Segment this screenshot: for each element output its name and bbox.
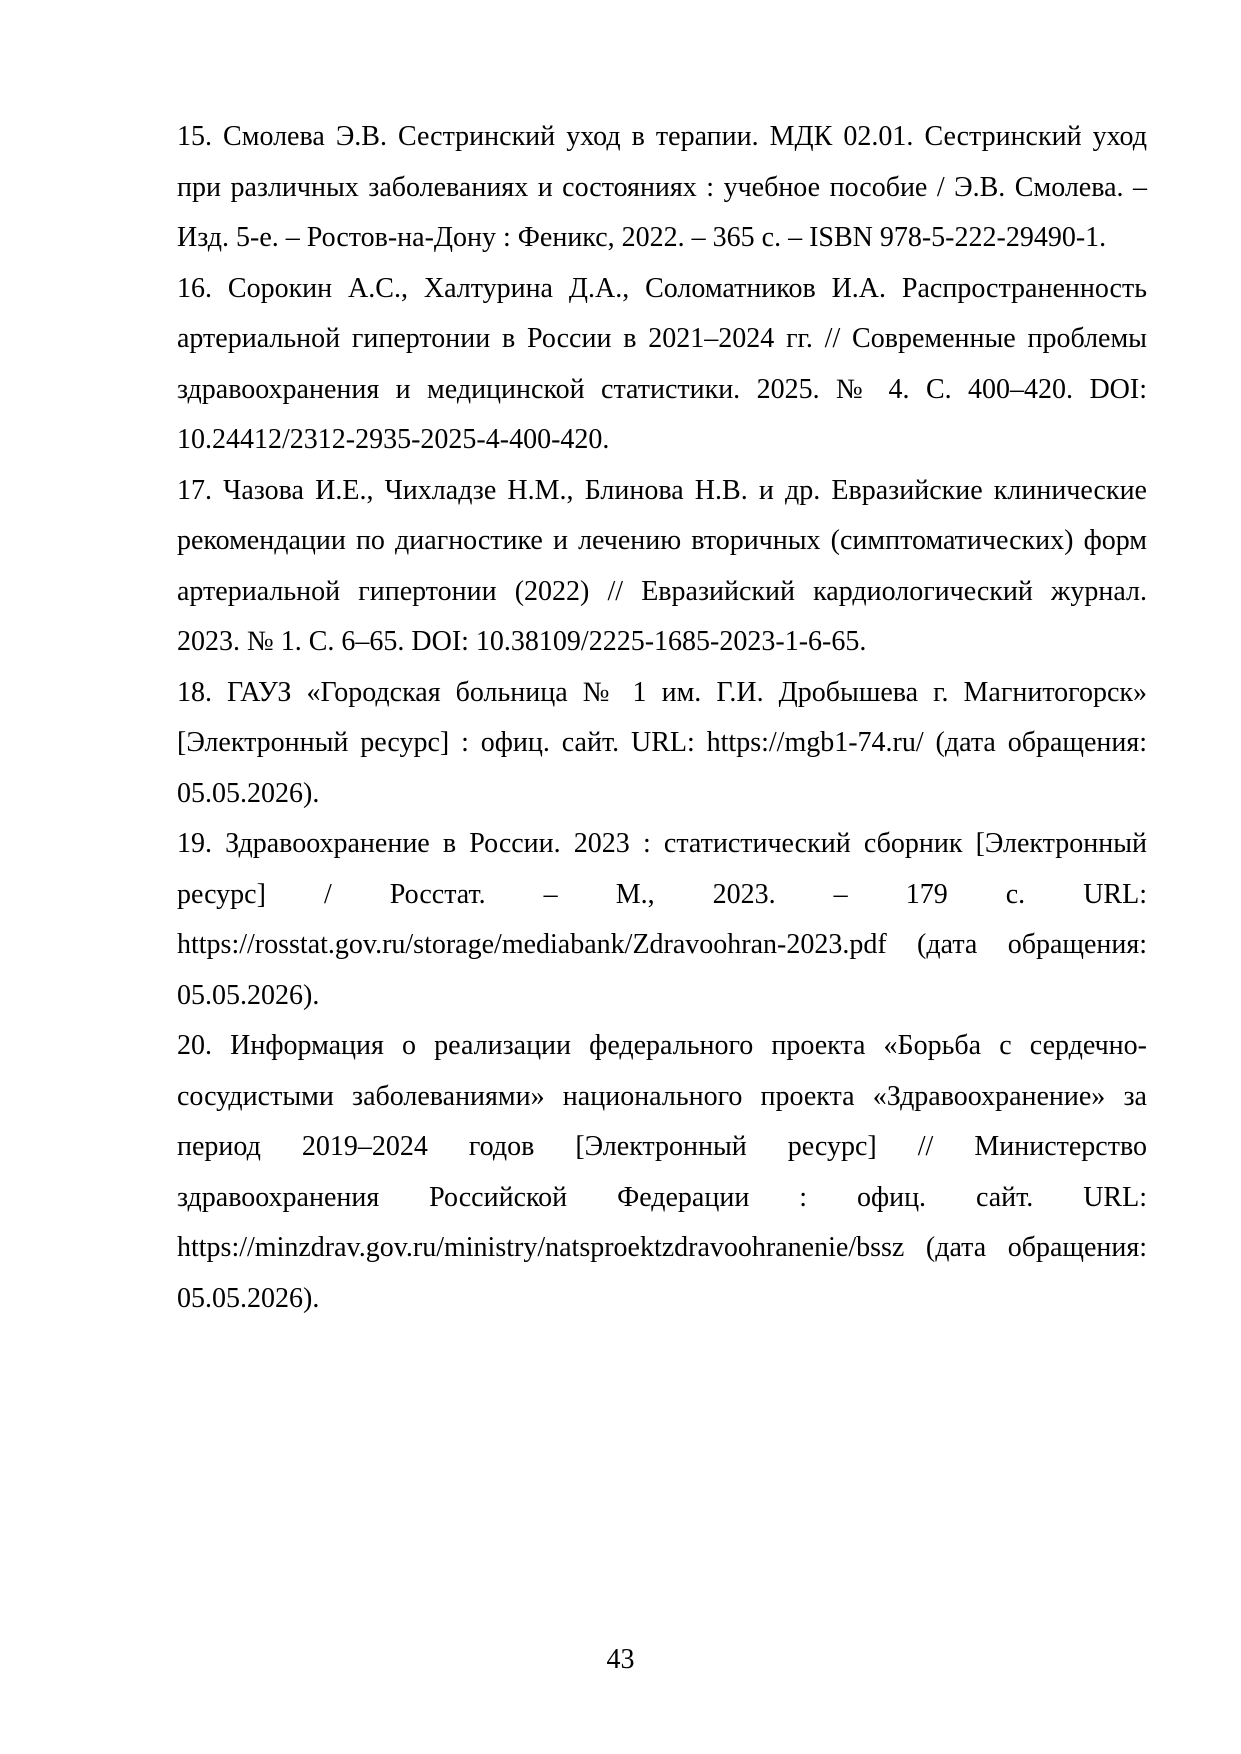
reference-item-15: 15. Смолева Э.В. Сестринский уход в терапии. МДК 02.01. Сестринский уход при различных заболеваниях и состояниях : учебное пособие / Э.В. Смолева. – Изд. 5-е. – Ростов-на-Дону : Феникс, 2022. – 365 с. – ISBN 978-5-222-29490-1. xyxy=(177,121,1147,253)
reference-item-16: 16. Сорокин А.С., Халтурина Д.А., Соломатников И.А. Распространенность артериальной гипертонии в России в 2021–2024 гг. // Современные проблемы здравоохранения и медицинской статистики. 2025. № 4. С. 400–420. DOI: 10.24412/2312-2935-2025-4-400-420. xyxy=(177,272,1147,455)
reference-item-18: 18. ГАУЗ «Городская больница № 1 им. Г.И. Дробышева г. Магнитогорск» [Электронный ресурс] : офиц. сайт. URL: https://mgb1-74.ru/ (дата обращения: 05.05.2026). xyxy=(177,676,1147,809)
reference-item-20: 20. Информация о реализации федерального проекта «Борьба с сердечно-сосудистыми заболеваниями» национального проекта «Здравоохранение» за период 2019–2024 годов [Электронный ресурс] // Министерство здравоохранения Российской Федерации : офиц. сайт. URL: https://minzdrav.gov.ru/ministry/natsproektzdravoohranenie/bssz (дата обращения: 05.05.2026). xyxy=(177,1030,1147,1314)
reference-item-19: 19. Здравоохранение в России. 2023 : статистический сборник [Электронный ресурс] / Росстат. – М., 2023. – 179 с. URL: https://rosstat.gov.ru/storage/mediabank/Zdravoohran-2023.pdf (дата обращения: 05.05.2026). xyxy=(177,828,1147,1011)
reference-list xyxy=(177,112,1147,1324)
reference-item-17: 17. Чазова И.Е., Чихладзе Н.М., Блинова Н.В. и др. Евразийские клинические рекомендации по диагностике и лечению вторичных (симптоматических) форм артериальной гипертонии (2022) // Евразийский кардиологический журнал. 2023. № 1. С. 6–65. DOI: 10.38109/2225-1685-2023-1-6-65. xyxy=(177,474,1147,657)
page-number: 43 xyxy=(606,1644,635,1675)
